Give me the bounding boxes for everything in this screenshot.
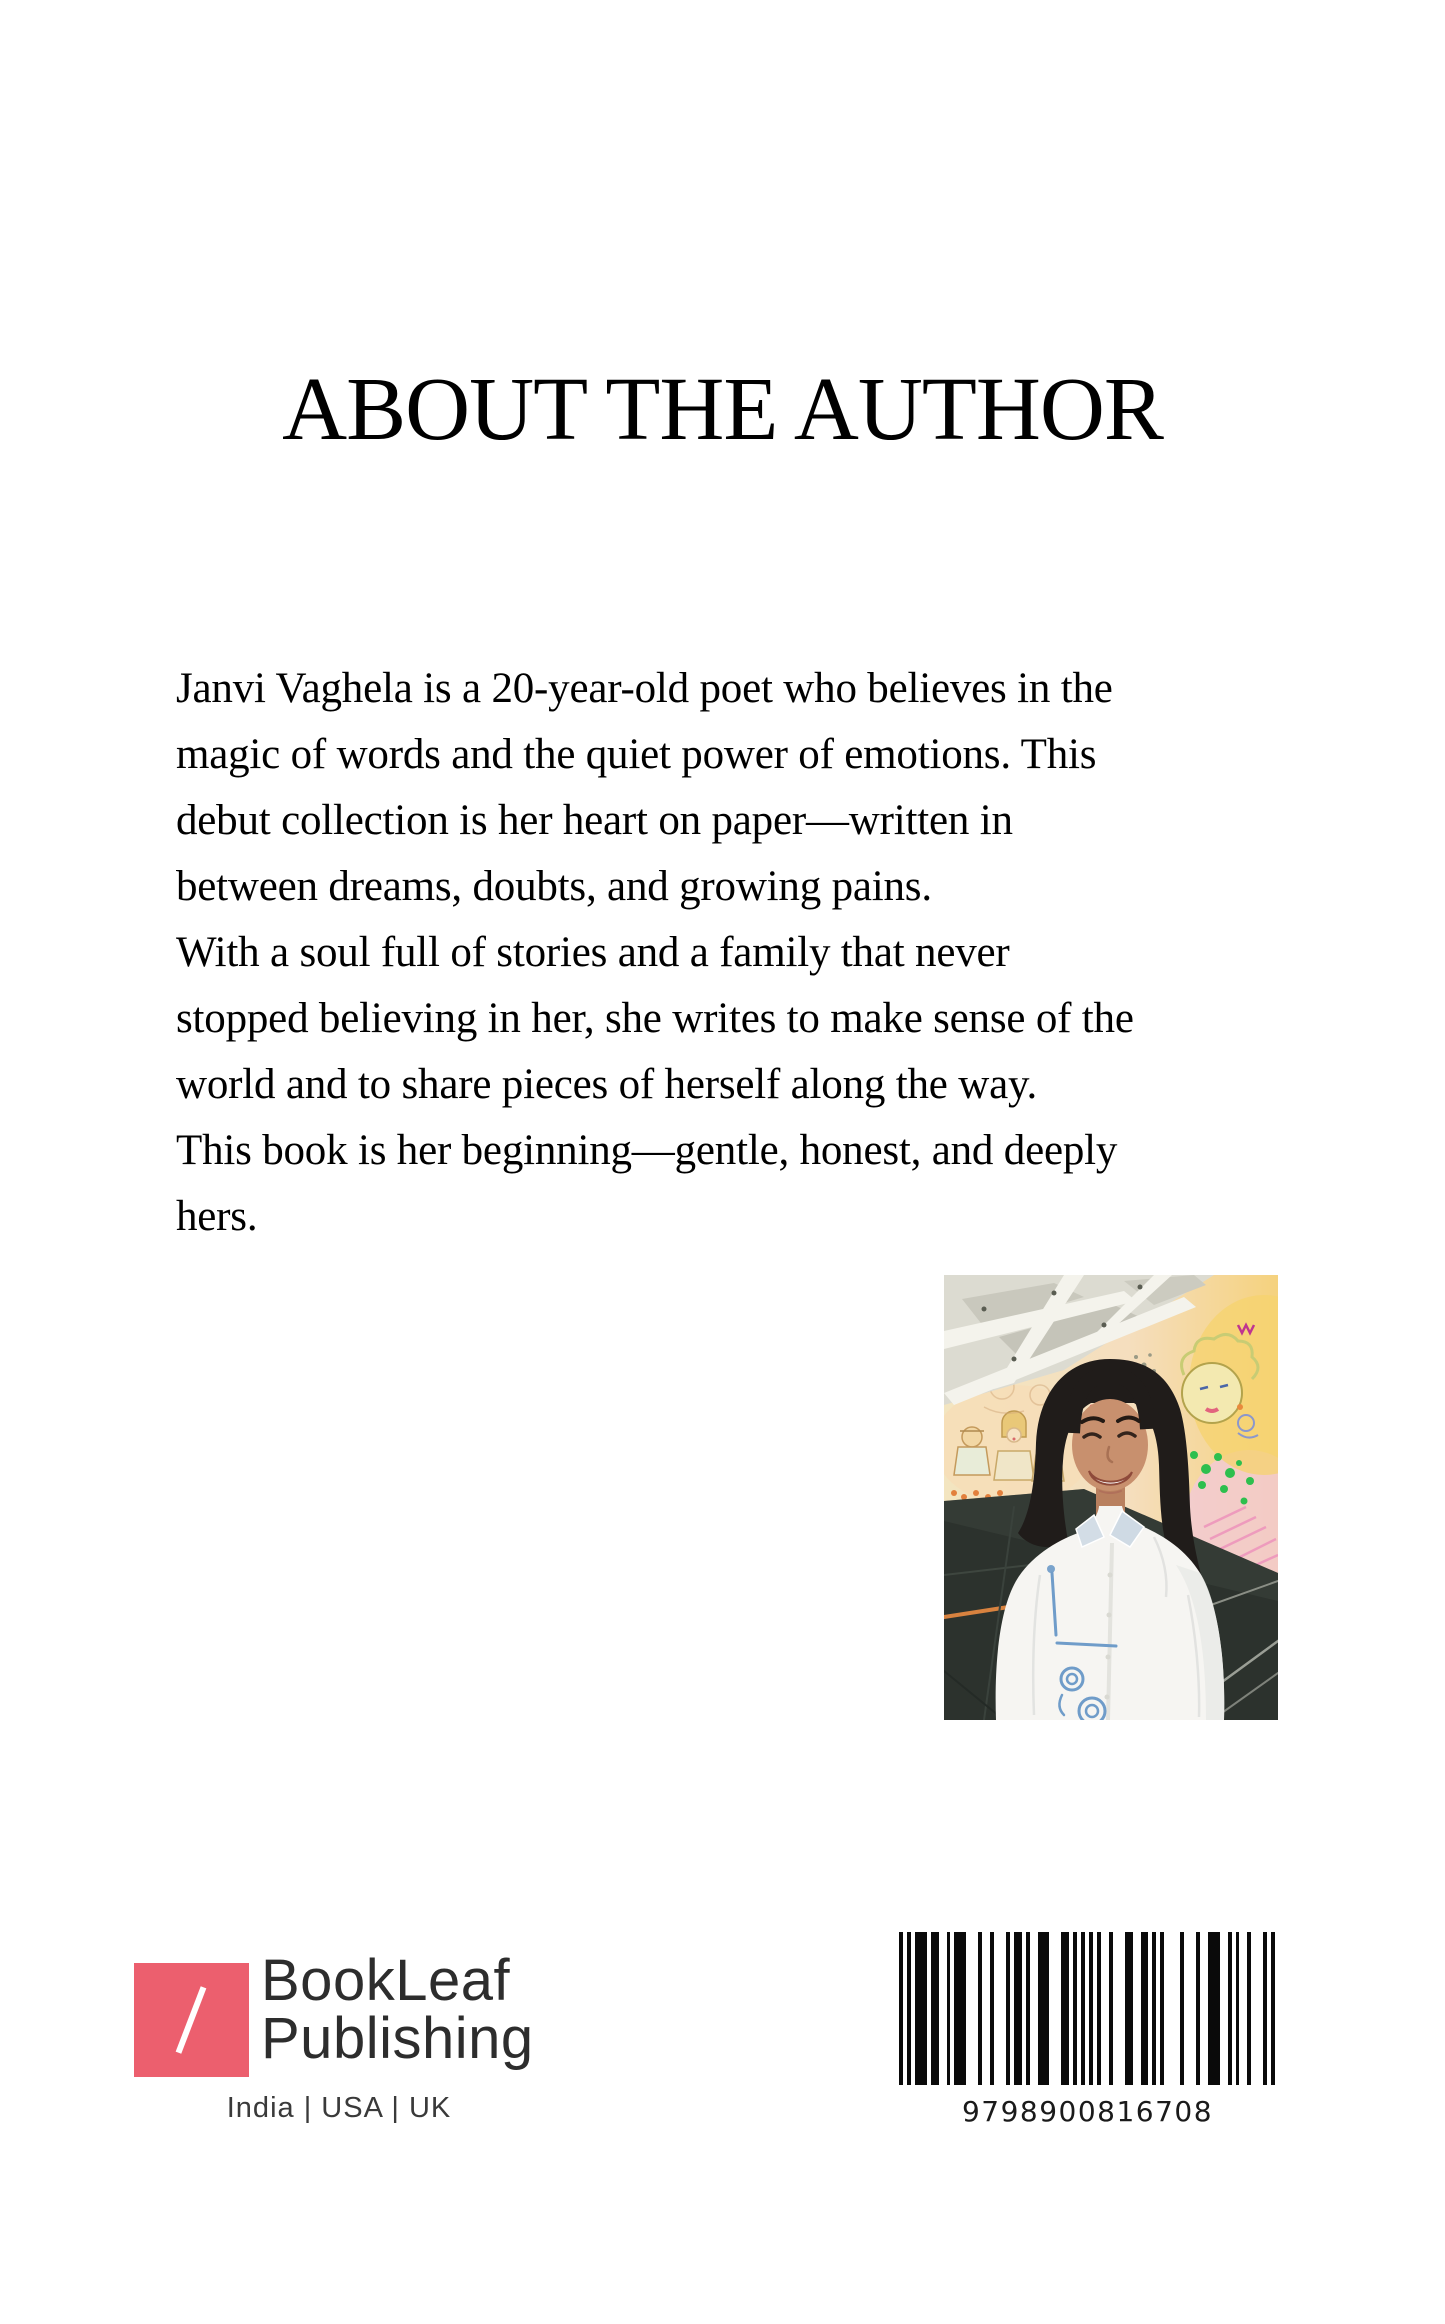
barcode-bar bbox=[915, 1932, 927, 2085]
bio-line: hers. bbox=[176, 1193, 258, 1240]
publisher-name bbox=[261, 1948, 534, 2071]
bookleaf-logo-mark bbox=[134, 1963, 249, 2077]
barcode-gap bbox=[1049, 1932, 1061, 2085]
bio-line: world and to share pieces of herself along the way. bbox=[176, 1061, 1038, 1108]
barcode-gap bbox=[1251, 1932, 1263, 2085]
barcode-bar bbox=[1061, 1932, 1069, 2085]
page-title: ABOUT THE AUTHOR bbox=[282, 360, 1163, 459]
barcode-bars bbox=[899, 1932, 1276, 2085]
barcode-gap bbox=[994, 1932, 1006, 2085]
bio-line: stopped believing in her, she writes to make sense of the bbox=[176, 995, 1134, 1042]
bio-line: debut collection is her heart on paper—written in bbox=[176, 797, 1013, 844]
barcode-bar bbox=[1014, 1932, 1022, 2085]
barcode-bar bbox=[1125, 1932, 1133, 2085]
author-bio bbox=[176, 656, 1406, 1250]
barcode-gap bbox=[1184, 1932, 1196, 2085]
slash-icon bbox=[176, 1986, 207, 2054]
barcode-gap bbox=[1220, 1932, 1228, 2085]
barcode-number: 9798900816708 bbox=[961, 2095, 1214, 2128]
isbn-barcode bbox=[899, 1932, 1276, 2128]
barcode-gap bbox=[1164, 1932, 1180, 2085]
barcode-gap bbox=[1030, 1932, 1038, 2085]
barcode-bar bbox=[1271, 1932, 1275, 2085]
barcode-bar bbox=[1208, 1932, 1220, 2085]
publisher-logo bbox=[134, 1948, 534, 2077]
barcode-gap bbox=[1133, 1932, 1141, 2085]
bio-line: magic of words and the quiet power of emotions. This bbox=[176, 731, 1097, 778]
barcode-gap bbox=[966, 1932, 978, 2085]
bio-line: This book is her beginning—gentle, honest, and deeply bbox=[176, 1127, 1118, 1174]
barcode-gap bbox=[939, 1932, 947, 2085]
bio-line: Janvi Vaghela is a 20-year-old poet who believes in the bbox=[176, 665, 1113, 712]
barcode-gap bbox=[1113, 1932, 1125, 2085]
barcode-bar bbox=[954, 1932, 966, 2085]
publisher-name-line2: Publishing bbox=[261, 2006, 534, 2071]
barcode-gap bbox=[982, 1932, 990, 2085]
barcode-bar bbox=[1038, 1932, 1050, 2085]
author-photo bbox=[944, 1275, 1278, 1720]
bio-line: between dreams, doubts, and growing pains. bbox=[176, 863, 932, 910]
publisher-name-line1: BookLeaf bbox=[261, 1948, 511, 2013]
barcode-gap bbox=[1239, 1932, 1247, 2085]
barcode-gap bbox=[1200, 1932, 1208, 2085]
publisher-regions: India | USA | UK bbox=[226, 2092, 452, 2124]
barcode-bar bbox=[931, 1932, 939, 2085]
author-photo-graphic bbox=[944, 1275, 1278, 1720]
barcode-bar bbox=[1141, 1932, 1149, 2085]
barcode-gap bbox=[1101, 1932, 1109, 2085]
bio-line: With a soul full of stories and a family that never bbox=[176, 929, 1010, 976]
